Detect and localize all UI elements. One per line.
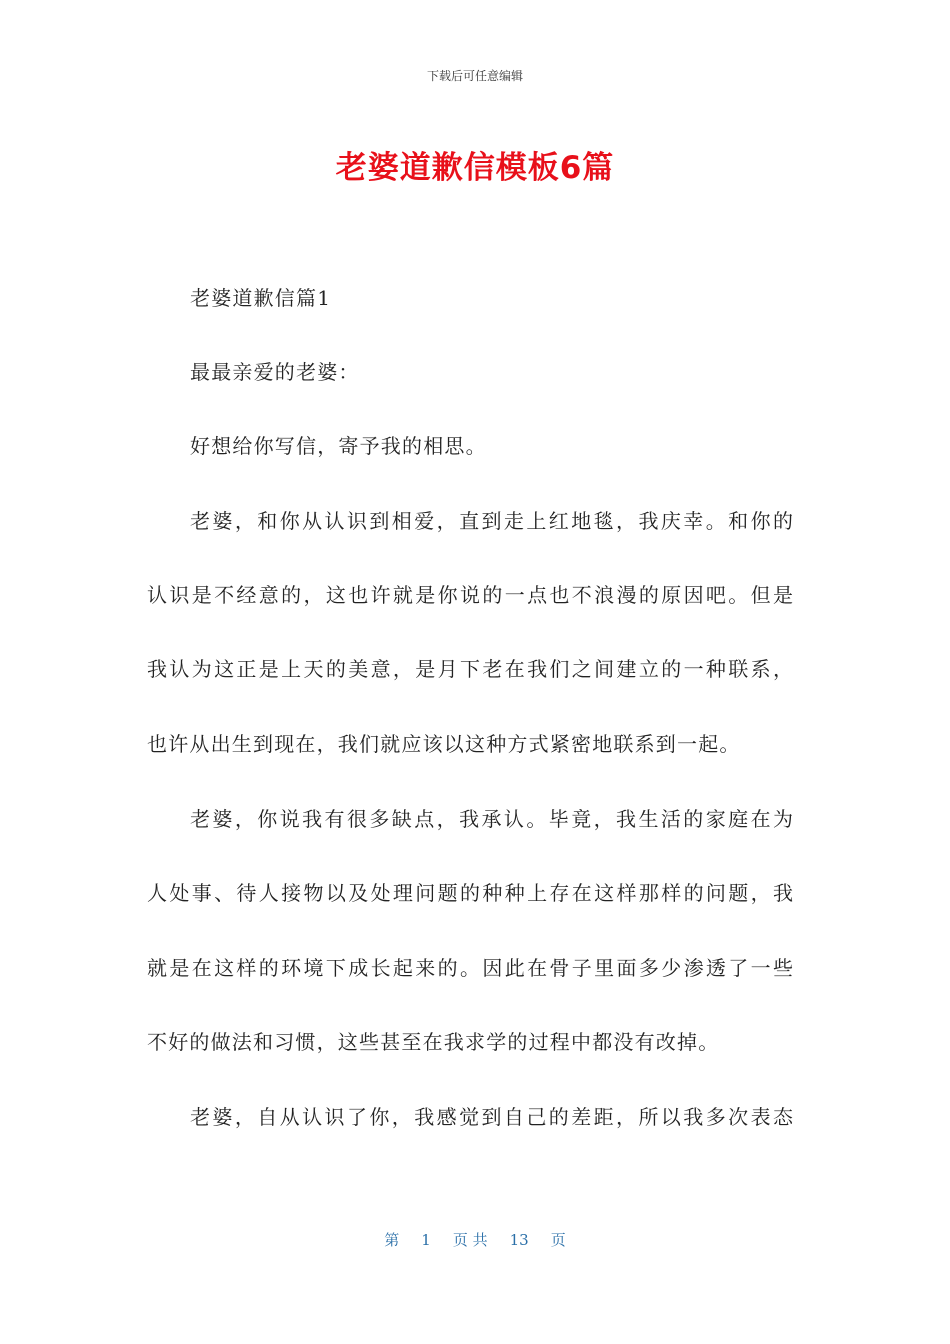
paragraph-line: 好想给你写信，寄予我的相思。 bbox=[190, 434, 487, 458]
paragraph-line: 不好的做法和习惯，这些甚至在我求学的过程中都没有改掉。 bbox=[147, 1030, 720, 1054]
footer-page-number: 1 bbox=[421, 1231, 431, 1249]
paragraph-line: 就是在这样的环境下成长起来的。因此在骨子里面多少渗透了一些 bbox=[147, 956, 793, 980]
footer-ye: 页 bbox=[550, 1231, 566, 1249]
section-heading: 老婆道歉信篇1 bbox=[190, 286, 332, 310]
paragraph-line: 人处事、待人接物以及处理问题的种种上存在这样那样的问题，我 bbox=[147, 881, 793, 905]
paragraph-line: 也许从出生到现在，我们就应该以这种方式紧密地联系到一起。 bbox=[147, 732, 741, 756]
paragraph-line: 老婆，和你从认识到相爱，直到走上红地毯，我庆幸。和你的 bbox=[190, 509, 793, 533]
footer-di: 第 bbox=[384, 1231, 400, 1249]
paragraph-line: 老婆，你说我有很多缺点，我承认。毕竟，我生活的家庭在为 bbox=[190, 807, 793, 831]
page-footer bbox=[0, 1229, 950, 1250]
paragraph-line: 老婆，自从认识了你，我感觉到自己的差距，所以我多次表态 bbox=[190, 1105, 793, 1129]
footer-total-pages: 13 bbox=[509, 1231, 529, 1249]
footer-ye-gong: 页 共 bbox=[452, 1231, 488, 1249]
document-title: 老婆道歉信模板6篇 bbox=[335, 150, 615, 186]
salutation: 最最亲爱的老婆： bbox=[190, 360, 360, 384]
paragraph-line: 我认为这正是上天的美意，是月下老在我们之间建立的一种联系， bbox=[147, 657, 793, 681]
header-note: 下载后可任意编辑 bbox=[426, 69, 523, 83]
paragraph-line: 认识是不经意的，这也许就是你说的一点也不浪漫的原因吧。但是 bbox=[147, 583, 793, 607]
